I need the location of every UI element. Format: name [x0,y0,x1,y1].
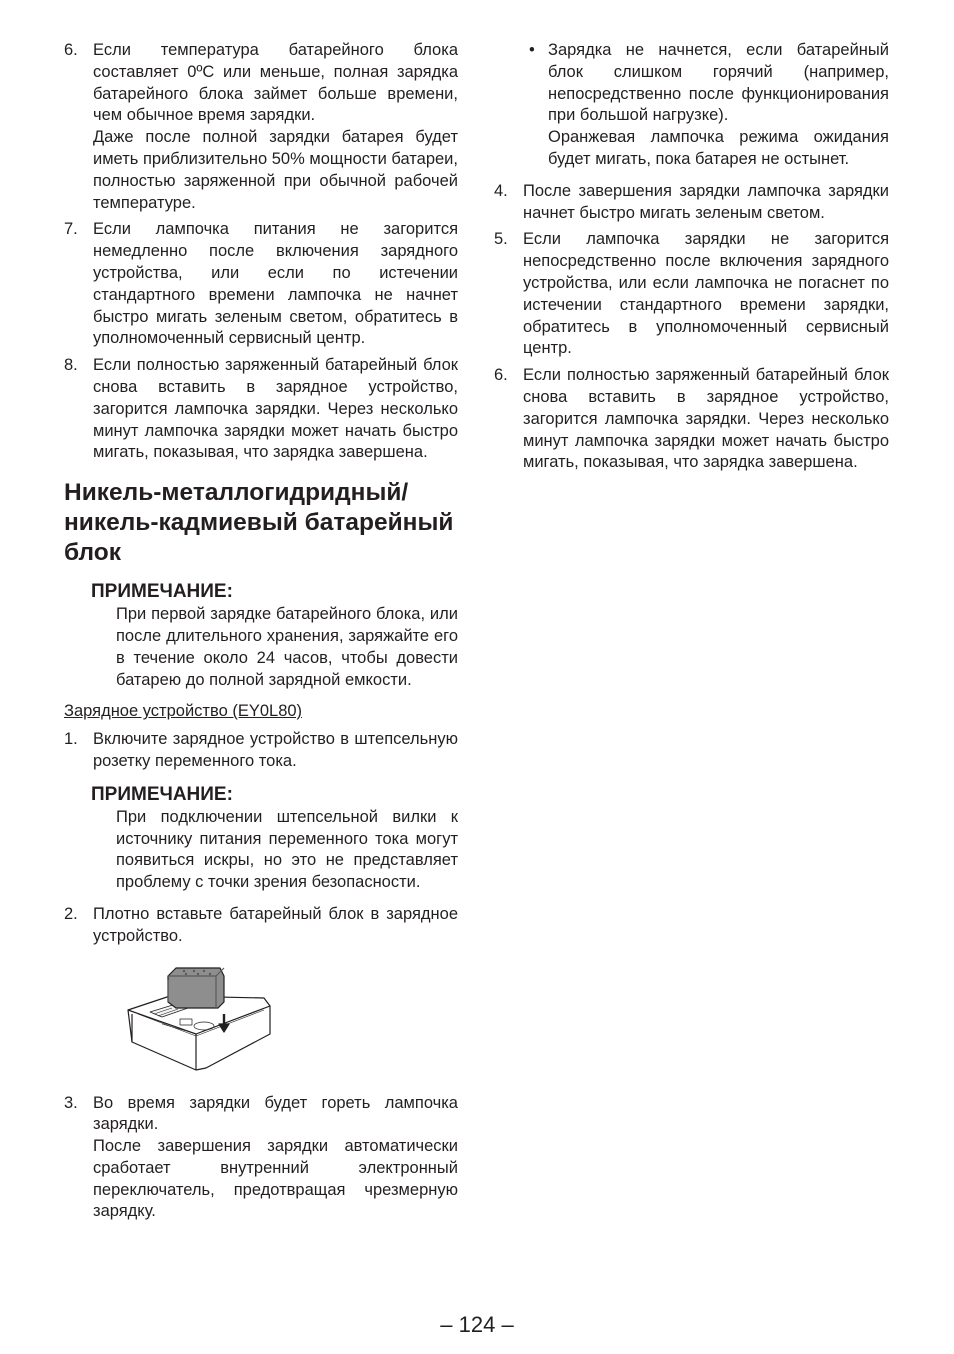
charger-model-label: Зарядное устройство (EY0L80) [64,702,303,721]
note-text: При первой зарядке батарейного блока, или после длительного хранения, заряжайте его в течение около 24 часов, чтобы довести батарею до полной зарядной емкости. [116,605,458,689]
item-text: Включите зарядное устройство в штепсельную розетку переменного тока. [93,730,458,770]
item-text: Плотно вставьте батарейный блок в зарядное устройство. [93,904,458,945]
bullet-text: Оранжевая лампочка режима ожидания будет мигать, пока батарея не остынет. [548,128,889,168]
left-column [64,40,458,1223]
item-number: 7. [64,220,78,239]
item-number: 6. [64,41,78,59]
item-text: Если лампочка питания не загорится немедленно после включения зарядного устройства, или если по истечении стандартного времени лампочка не начнет быстро мигать зеленым светом, обратитесь в уполномоченный сервисный центр. [93,220,458,348]
bullet-mark: • [529,41,535,59]
item-text: Если температура батарейного блока составляет 0ºC или меньше, полная зарядка батарейного блока займет больше времени, чем обычное время зарядки. [93,41,458,125]
note-text: При подключении штепсельной вилки к источнику питания переменного тока могут появиться искры, но это не представляет проблему с точки зрения безопасности. [116,807,458,892]
item-number: 3. [64,1093,78,1112]
right-column [494,40,889,474]
list-item [494,365,889,474]
list-item [494,229,889,360]
item-number: 5. [494,230,508,249]
note-title: ПРИМЕЧАНИЕ: [91,581,233,603]
list-item [64,219,458,350]
note-title: ПРИМЕЧАНИЕ: [91,783,233,805]
list-item [64,729,458,773]
section-heading: Никель-металлогидридный/ никель-кадмиевый батарейный блок [64,479,454,567]
list-item [64,355,458,464]
list-item [64,1093,458,1224]
bullet-text: Зарядка не начнется, если батарейный блок слишком горячий (например, непосредственно после функционирования при большой нагрузке). [548,41,889,125]
bullet-item [494,40,889,171]
item-number: 8. [64,356,78,375]
item-number: 1. [64,730,78,749]
item-text: Если полностью заряженный батарейный блок снова вставить в зарядное устройство, загорится лампочка зарядки. Через несколько минут лампочка зарядки может начать быстро мигать, показывая, что зарядка завершена. [523,366,889,472]
item-number: 2. [64,904,78,923]
item-text: После завершения зарядки автоматически сработает внутренний электронный переключатель, предотвращая чрезмерную зарядку. [93,1137,458,1221]
list-item [494,181,889,225]
item-text: Во время зарядки будет гореть лампочка зарядки. [93,1093,458,1134]
item-number: 6. [494,366,508,385]
list-item [64,904,458,948]
item-text: Если полностью заряженный батарейный блок снова вставить в зарядное устройство, загорится лампочка зарядки. Через несколько минут лампочка зарядки может начать быстро мигать, показывая, что зарядка завершена. [93,356,458,462]
page-number: – 124 – [440,1312,514,1337]
item-text: После завершения зарядки лампочка зарядки начнет быстро мигать зеленым светом. [523,181,889,222]
item-text: Даже после полной зарядки батарея будет иметь приблизительно 50% мощности батареи, полностью заряженной при обычной рабочей температуре. [93,128,458,212]
item-text: Если лампочка зарядки не загорится непосредственно после включения зарядного устройства, или если лампочка не погаснет по истечении стандартного времени зарядки, обратитесь в уполномоченный сервисный центр. [523,230,889,358]
list-item [64,40,458,214]
charger-illustration [124,962,274,1082]
item-number: 4. [494,181,508,200]
